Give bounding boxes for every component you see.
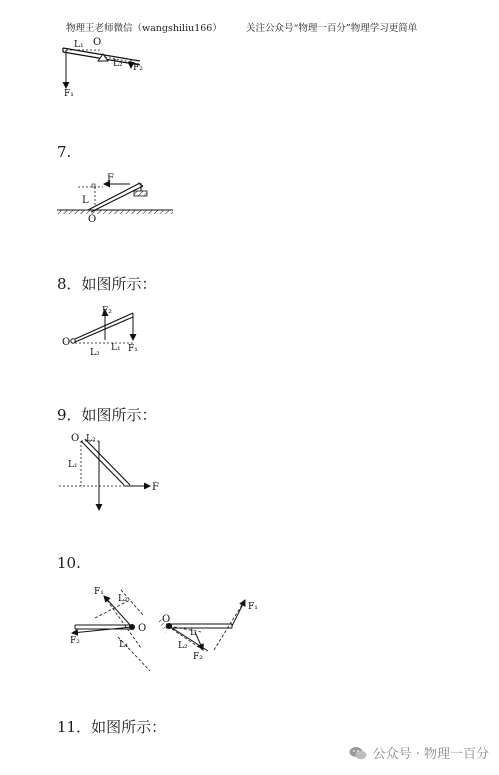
l1-label: L₁ [74,40,84,50]
force-f2-label: F₂ [70,636,80,646]
pivot-o-label: O [162,614,171,625]
question-7-label: 7. [57,143,72,161]
force-f2-label: F₂ [193,652,203,662]
arm-l2-label: L₂ [118,594,128,604]
arm-l-label: L [82,195,89,206]
force-f1-label: F₁ [248,602,258,612]
force-f-label: F [107,173,114,184]
rod-right-edge [85,439,130,485]
ground-hatch [57,210,173,214]
watermark [349,743,489,762]
l2-label: L₂ [113,59,123,69]
arm-l-label: L [190,628,196,638]
question-11-label: 11．如图所示： [57,718,167,736]
force-f1-label: F₁ [94,587,104,597]
right-angle-mark [92,184,95,187]
pivot-o-label: O [138,623,147,634]
force-f1-label: F₁ [128,344,138,354]
figure-top [63,37,143,99]
header-right-text: 关注公众号“物理一百分”物理学习更简单 [246,23,418,34]
arm-l2-label: L₂ [178,641,188,651]
figure-7 [57,173,173,225]
force-f1-arrow [232,600,245,626]
question-8-label: 8．如图所示： [57,275,157,293]
lever-bottom-edge [75,317,133,342]
arm-l1-label: L₁ [68,460,78,470]
wechat-icon [349,746,367,760]
force-line-dashed [214,600,245,650]
pivot-o-label: O [71,433,80,444]
figure-10a [70,587,150,671]
figure-9 [59,433,159,510]
arm-l2-label: L₂ [86,434,96,444]
rod-left-edge [81,441,124,485]
force-f-label: F [152,482,159,493]
pivot-point [71,339,75,343]
pivot-o-label: O [88,214,97,225]
lever-top-edge [75,313,133,339]
pivot-o-label: O [62,337,71,348]
f2-label: F₂ [133,63,143,73]
arm-l2-label: L₂ [90,348,100,358]
figure-8 [62,306,138,358]
force-f2-arrow [72,627,132,633]
fulcrum-label-o: O [93,37,102,48]
rod-bottom-edge [91,186,143,212]
arm-l1-label: L₁ [111,343,121,353]
force-f2-label: F₂ [102,306,112,316]
wall-block [134,191,147,196]
question-10-label: 10. [57,554,81,572]
watermark-text: 公众号 · 物理一百分 [372,747,489,762]
question-9-label: 9．如图所示： [57,406,157,424]
f1-label: F₁ [64,89,74,99]
header-left-text: 物理王老师微信（wangshiliu166） [66,23,222,34]
arm-l1-label: L₁ [119,640,129,650]
figure-10b [159,600,258,662]
